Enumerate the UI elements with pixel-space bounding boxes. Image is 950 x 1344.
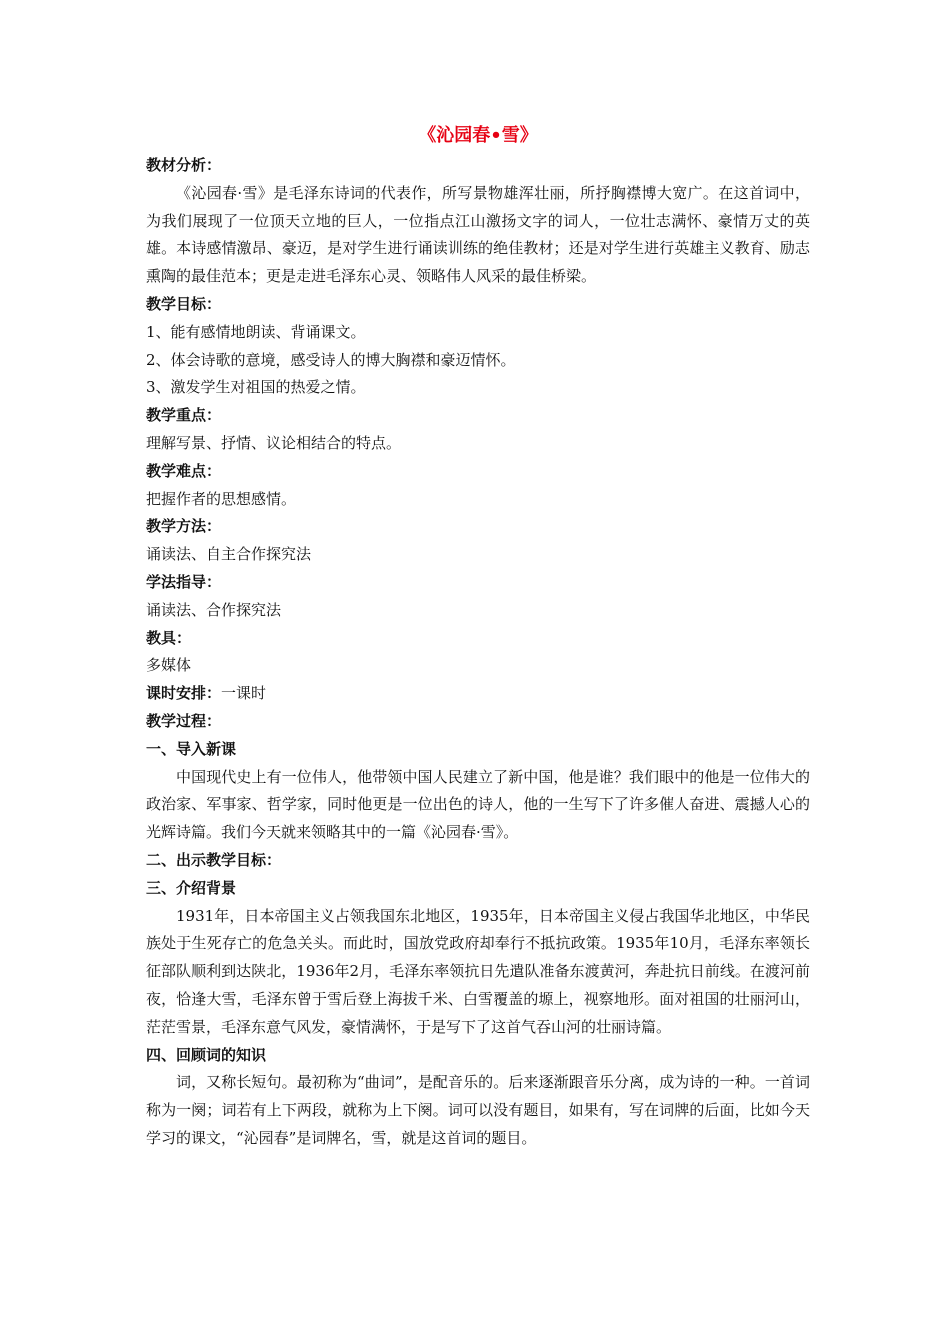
step4-paragraph: 词，又称长短句。最初称为“曲词”，是配音乐的。后来逐渐跟音乐分离，成为诗的一种。一首词称为一阕；词若有上下两段，就称为上下阕。词可以没有题目，如果有，写在词牌的后面，比如今天学习的课文，“沁园春”是词牌名，雪，就是这首词的题目。 [146, 1073, 810, 1147]
process-heading: 教学过程： [146, 711, 222, 730]
goal-item: 1、能有感情地朗读、背诵课文。 [146, 322, 366, 341]
tools-heading: 教具： [146, 628, 192, 647]
step3-paragraph: 1931年，日本帝国主义占领我国东北地区，1935年，日本帝国主义侵占我国华北地区，中华民族处于生死存亡的危急关头。而此时，国放党政府却奉行不抵抗政策。1935年10月，毛泽东率领长征部队顺利到达陕北，1936年2月，毛泽东率领抗日先遣队准备东渡黄河，奔赴抗日前线。在渡河前夜，恰逢大雪，毛泽东曾于雪后登上海拔千米、白雪覆盖的塬上，视察地形。面对祖国的壮丽河山，茫茫雪景，毛泽东意气风发，豪情满怀，于是写下了这首气吞山河的壮丽诗篇。 [146, 906, 810, 1036]
method-text: 诵读法、自主合作探究法 [146, 545, 312, 564]
goal-item: 2、体会诗歌的意境，感受诗人的博大胸襟和豪迈情怀。 [146, 350, 516, 369]
material-paragraph: 《沁园春·雪》是毛泽东诗词的代表作，所写景物雄浑壮丽，所抒胸襟博大宽广。在这首词中，为我们展现了一位顶天立地的巨人，一位指点江山激扬文字的词人，一位壮志满怀、豪情万丈的英雄。本诗感情激昂、豪迈，是对学生进行诵读训练的绝佳教材；还是对学生进行英雄主义教育、励志熏陶的最佳范本；更是走进毛泽东心灵、领略伟人风采的最佳桥梁。 [146, 183, 810, 286]
step4-heading: 四、回顾词的知识 [146, 1045, 267, 1064]
tools-text: 多媒体 [146, 656, 192, 675]
step1-heading: 一、导入新课 [146, 739, 237, 758]
key-points-heading: 教学重点： [146, 406, 222, 425]
step2-heading: 二、出示教学目标： [146, 850, 282, 869]
hours-text: 一课时 [221, 684, 267, 703]
difficulty-heading: 教学难点： [146, 461, 222, 480]
goal-item: 3、激发学生对祖国的热爱之情。 [146, 378, 366, 397]
step3-heading: 三、介绍背景 [146, 878, 237, 897]
goals-heading: 教学目标： [146, 294, 222, 313]
difficulty-text: 把握作者的思想感情。 [146, 489, 297, 508]
material-heading: 教材分析： [146, 156, 222, 174]
step1-paragraph: 中国现代史上有一位伟人，他带领中国人民建立了新中国，他是谁？我们眼中的他是一位伟大的政治家、军事家、哲学家，同时他更是一位出色的诗人，他的一生写下了许多催人奋进、震撼人心的光辉诗篇。我们今天就来领略其中的一篇《沁园春·雪》。 [146, 767, 810, 842]
method-heading: 教学方法： [146, 517, 222, 536]
hours-heading: 课时安排： [146, 684, 222, 703]
document-title: 《沁园春•雪》 [418, 125, 538, 146]
study-guide-heading: 学法指导： [146, 572, 222, 591]
hours-row [146, 680, 810, 708]
document-page [146, 120, 810, 1153]
key-points-text: 理解写景、抒情、议论相结合的特点。 [146, 433, 402, 452]
study-guide-text: 诵读法、合作探究法 [146, 600, 282, 619]
